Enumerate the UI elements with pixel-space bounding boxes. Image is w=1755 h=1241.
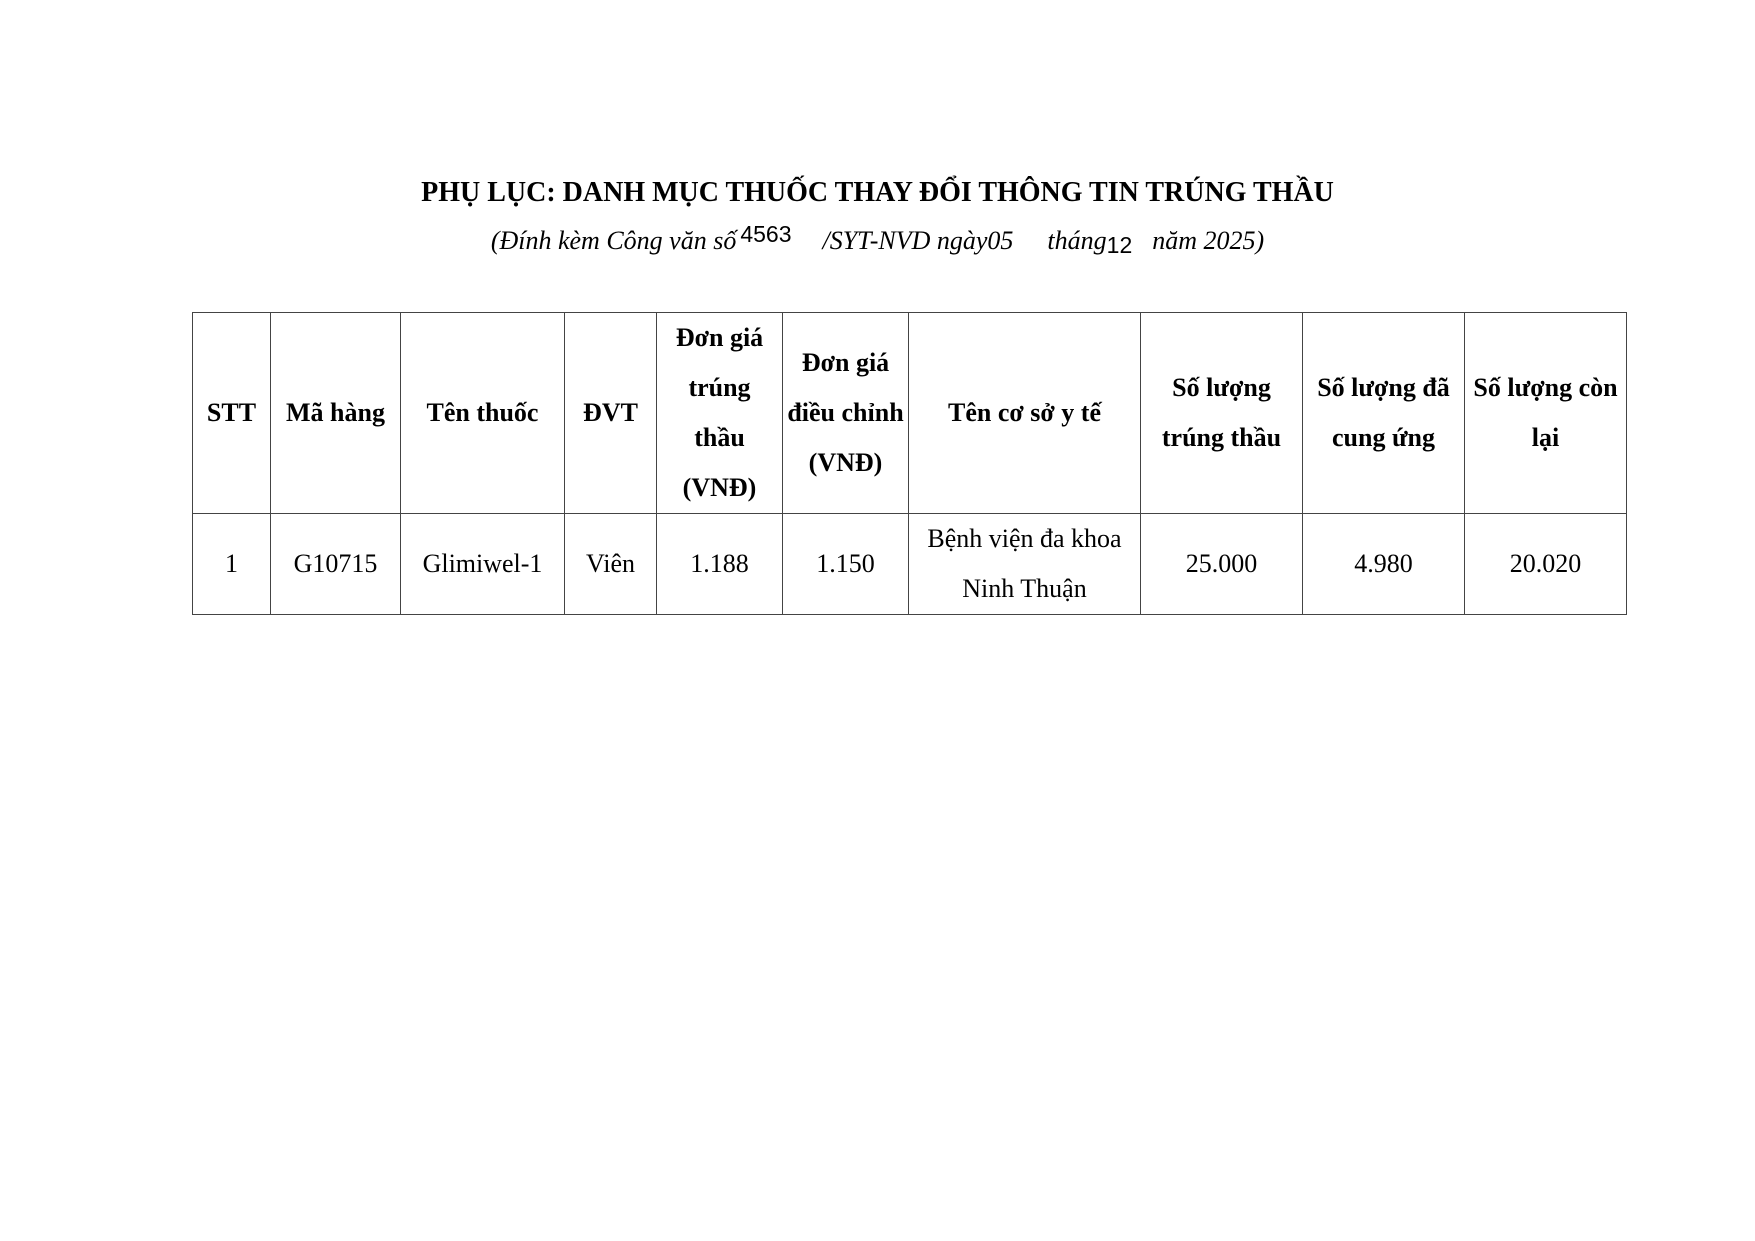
cell-stt: 1	[193, 514, 271, 615]
cell-winning-quantity: 25.000	[1141, 514, 1303, 615]
subtitle-month-label: tháng	[1047, 226, 1107, 255]
subtitle-suffix: năm 2025)	[1152, 226, 1265, 255]
header-supplied-quantity: Số lượng đã cung ứng	[1303, 313, 1465, 514]
header-unit: ĐVT	[565, 313, 657, 514]
document-day: 05	[987, 226, 1014, 255]
header-winning-quantity: Số lượng trúng thầu	[1141, 313, 1303, 514]
header-item-code: Mã hàng	[271, 313, 401, 514]
subtitle-prefix: (Đính kèm Công văn số	[490, 226, 737, 255]
drug-table	[192, 312, 1627, 615]
header-facility: Tên cơ sở y tế	[909, 313, 1141, 514]
document-title: PHỤ LỤC: DANH MỤC THUỐC THAY ĐỔI THÔNG TIN TRÚNG THẦU	[421, 177, 1334, 208]
cell-unit: Viên	[565, 514, 657, 615]
header-remaining-quantity: Số lượng còn lại	[1465, 313, 1627, 514]
document-number: 4563	[740, 221, 792, 247]
table-row	[193, 514, 1627, 615]
cell-item-code: G10715	[271, 514, 401, 615]
table-header-row	[193, 313, 1627, 514]
cell-drug-name: Glimiwel-1	[401, 514, 565, 615]
header-winning-price: Đơn giá trúng thầu (VNĐ)	[657, 313, 783, 514]
cell-winning-price: 1.188	[657, 514, 783, 615]
cell-supplied-quantity: 4.980	[1303, 514, 1465, 615]
cell-adjusted-price: 1.150	[783, 514, 909, 615]
cell-remaining-quantity: 20.020	[1465, 514, 1627, 615]
header-drug-name: Tên thuốc	[401, 313, 565, 514]
cell-facility: Bệnh viện đa khoa Ninh Thuận	[909, 514, 1141, 615]
header-stt: STT	[193, 313, 271, 514]
document-month: 12	[1106, 232, 1133, 258]
header-adjusted-price: Đơn giá điều chỉnh (VNĐ)	[783, 313, 909, 514]
subtitle-agency: /SYT-NVD ngày	[822, 226, 988, 255]
document-subtitle	[0, 221, 1755, 258]
